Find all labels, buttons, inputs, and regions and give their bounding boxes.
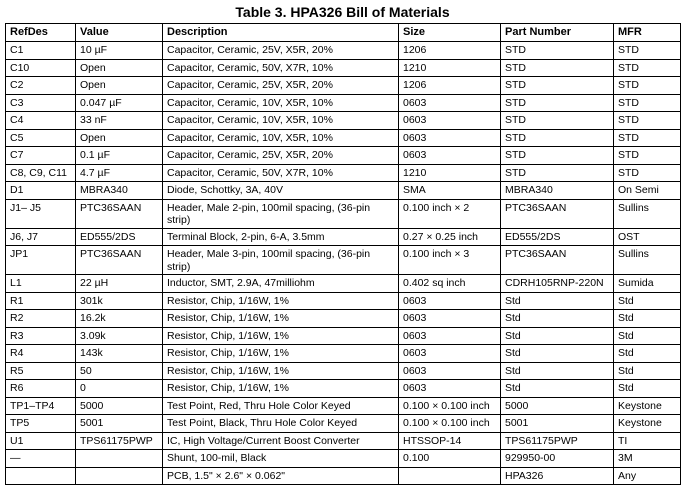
cell-mfr: STD	[614, 164, 681, 182]
cell-part-number: PTC36SAAN	[501, 246, 614, 275]
table-row	[6, 327, 681, 345]
cell-size: 0.100 × 0.100 inch	[399, 415, 501, 433]
cell-value: 50	[76, 362, 163, 380]
cell-part-number: Std	[501, 380, 614, 398]
cell-size: 0603	[399, 147, 501, 165]
cell-refdes: R5	[6, 362, 76, 380]
bill-of-materials-table	[5, 23, 681, 485]
table-row	[6, 42, 681, 60]
table-row	[6, 450, 681, 468]
cell-refdes: —	[6, 450, 76, 468]
table-row	[6, 59, 681, 77]
cell-refdes: L1	[6, 275, 76, 293]
cell-description: Capacitor, Ceramic, 10V, X5R, 10%	[163, 112, 399, 130]
cell-value: 22 µH	[76, 275, 163, 293]
cell-refdes: R1	[6, 292, 76, 310]
cell-description: Capacitor, Ceramic, 10V, X5R, 10%	[163, 129, 399, 147]
table-row	[6, 129, 681, 147]
cell-size: 1206	[399, 77, 501, 95]
cell-size: 0.100 × 0.100 inch	[399, 397, 501, 415]
cell-mfr: Std	[614, 292, 681, 310]
cell-value: 5001	[76, 415, 163, 433]
cell-size	[399, 467, 501, 485]
cell-refdes: R2	[6, 310, 76, 328]
table-row	[6, 246, 681, 275]
cell-size: 0.100 inch × 2	[399, 199, 501, 228]
cell-part-number: Std	[501, 327, 614, 345]
cell-part-number: 5000	[501, 397, 614, 415]
cell-refdes: R6	[6, 380, 76, 398]
cell-size: 0.100 inch × 3	[399, 246, 501, 275]
cell-refdes: C2	[6, 77, 76, 95]
cell-description: Diode, Schottky, 3A, 40V	[163, 182, 399, 200]
cell-description: Capacitor, Ceramic, 25V, X5R, 20%	[163, 42, 399, 60]
cell-value: TPS61175PWP	[76, 432, 163, 450]
cell-size: 0603	[399, 112, 501, 130]
table-row	[6, 432, 681, 450]
cell-mfr: Sullins	[614, 246, 681, 275]
cell-value: PTC36SAAN	[76, 246, 163, 275]
cell-size: 0603	[399, 129, 501, 147]
cell-mfr: STD	[614, 112, 681, 130]
cell-value: 301k	[76, 292, 163, 310]
cell-value: PTC36SAAN	[76, 199, 163, 228]
table-row	[6, 380, 681, 398]
cell-mfr: STD	[614, 129, 681, 147]
cell-size: 0603	[399, 292, 501, 310]
cell-refdes: C4	[6, 112, 76, 130]
cell-part-number: Std	[501, 345, 614, 363]
cell-description: Header, Male 2-pin, 100mil spacing, (36-pin strip)	[163, 199, 399, 228]
cell-description: Resistor, Chip, 1/16W, 1%	[163, 292, 399, 310]
cell-description: Terminal Block, 2-pin, 6-A, 3.5mm	[163, 228, 399, 246]
cell-refdes: C5	[6, 129, 76, 147]
cell-mfr: Sullins	[614, 199, 681, 228]
cell-value: 0.1 µF	[76, 147, 163, 165]
cell-value: Open	[76, 129, 163, 147]
cell-mfr: Keystone	[614, 415, 681, 433]
cell-size: 0603	[399, 362, 501, 380]
cell-part-number: STD	[501, 129, 614, 147]
cell-mfr: STD	[614, 42, 681, 60]
cell-refdes: J1– J5	[6, 199, 76, 228]
cell-description: Resistor, Chip, 1/16W, 1%	[163, 327, 399, 345]
column-header-part-number: Part Number	[501, 24, 614, 42]
table-row	[6, 415, 681, 433]
cell-refdes: R3	[6, 327, 76, 345]
cell-description: PCB, 1.5" × 2.6" × 0.062"	[163, 467, 399, 485]
cell-refdes	[6, 467, 76, 485]
cell-mfr: Std	[614, 345, 681, 363]
cell-part-number: 5001	[501, 415, 614, 433]
cell-refdes: R4	[6, 345, 76, 363]
column-header-description: Description	[163, 24, 399, 42]
cell-value: 0.047 µF	[76, 94, 163, 112]
cell-value: 16.2k	[76, 310, 163, 328]
cell-value: 5000	[76, 397, 163, 415]
cell-value: 143k	[76, 345, 163, 363]
cell-description: Capacitor, Ceramic, 10V, X5R, 10%	[163, 94, 399, 112]
cell-mfr: STD	[614, 59, 681, 77]
cell-size: 0.100	[399, 450, 501, 468]
cell-mfr: STD	[614, 147, 681, 165]
cell-size: 0603	[399, 345, 501, 363]
table-row	[6, 228, 681, 246]
cell-description: Capacitor, Ceramic, 25V, X5R, 20%	[163, 77, 399, 95]
cell-part-number: HPA326	[501, 467, 614, 485]
column-header-value: Value	[76, 24, 163, 42]
table-row	[6, 112, 681, 130]
cell-size: 1210	[399, 164, 501, 182]
cell-refdes: C1	[6, 42, 76, 60]
cell-mfr: TI	[614, 432, 681, 450]
cell-size: 0603	[399, 327, 501, 345]
cell-refdes: J6, J7	[6, 228, 76, 246]
table-row	[6, 199, 681, 228]
cell-mfr: Std	[614, 362, 681, 380]
cell-value: 3.09k	[76, 327, 163, 345]
cell-size: SMA	[399, 182, 501, 200]
table-title: Table 3. HPA326 Bill of Materials	[235, 4, 450, 20]
table-row	[6, 94, 681, 112]
cell-description: Capacitor, Ceramic, 50V, X7R, 10%	[163, 59, 399, 77]
cell-description: Test Point, Black, Thru Hole Color Keyed	[163, 415, 399, 433]
cell-description: Inductor, SMT, 2.9A, 47milliohm	[163, 275, 399, 293]
cell-value: 33 nF	[76, 112, 163, 130]
cell-part-number: CDRH105RNP-220N	[501, 275, 614, 293]
cell-description: IC, High Voltage/Current Boost Converter	[163, 432, 399, 450]
cell-mfr: STD	[614, 94, 681, 112]
table-row	[6, 310, 681, 328]
table-row	[6, 182, 681, 200]
cell-value: Open	[76, 77, 163, 95]
cell-value	[76, 450, 163, 468]
cell-description: Test Point, Red, Thru Hole Color Keyed	[163, 397, 399, 415]
cell-part-number: Std	[501, 310, 614, 328]
table-row	[6, 147, 681, 165]
cell-mfr: Std	[614, 310, 681, 328]
cell-part-number: STD	[501, 42, 614, 60]
cell-mfr: STD	[614, 77, 681, 95]
cell-refdes: C8, C9, C11	[6, 164, 76, 182]
cell-mfr: Std	[614, 380, 681, 398]
cell-part-number: 929950-00	[501, 450, 614, 468]
cell-size: 0603	[399, 310, 501, 328]
cell-size: 0.402 sq inch	[399, 275, 501, 293]
cell-part-number: Std	[501, 292, 614, 310]
column-header-size: Size	[399, 24, 501, 42]
cell-part-number: MBRA340	[501, 182, 614, 200]
cell-part-number: ED555/2DS	[501, 228, 614, 246]
table-row	[6, 362, 681, 380]
cell-part-number: STD	[501, 164, 614, 182]
cell-size: 0603	[399, 380, 501, 398]
cell-value: MBRA340	[76, 182, 163, 200]
cell-value: 0	[76, 380, 163, 398]
table-row	[6, 467, 681, 485]
cell-part-number: TPS61175PWP	[501, 432, 614, 450]
table-row	[6, 275, 681, 293]
cell-mfr: Sumida	[614, 275, 681, 293]
cell-value: 4.7 µF	[76, 164, 163, 182]
cell-mfr: 3M	[614, 450, 681, 468]
cell-description: Shunt, 100-mil, Black	[163, 450, 399, 468]
cell-description: Capacitor, Ceramic, 50V, X7R, 10%	[163, 164, 399, 182]
cell-part-number: STD	[501, 147, 614, 165]
cell-description: Resistor, Chip, 1/16W, 1%	[163, 362, 399, 380]
cell-mfr: Std	[614, 327, 681, 345]
cell-refdes: TP1–TP4	[6, 397, 76, 415]
cell-mfr: Any	[614, 467, 681, 485]
cell-value	[76, 467, 163, 485]
table-row	[6, 345, 681, 363]
cell-part-number: STD	[501, 77, 614, 95]
cell-refdes: C10	[6, 59, 76, 77]
cell-refdes: C3	[6, 94, 76, 112]
cell-mfr: On Semi	[614, 182, 681, 200]
column-header-refdes: RefDes	[6, 24, 76, 42]
table-row	[6, 77, 681, 95]
cell-part-number: STD	[501, 94, 614, 112]
cell-part-number: STD	[501, 112, 614, 130]
column-header-mfr: MFR	[614, 24, 681, 42]
cell-description: Resistor, Chip, 1/16W, 1%	[163, 380, 399, 398]
cell-size: 1206	[399, 42, 501, 60]
cell-value: Open	[76, 59, 163, 77]
cell-mfr: Keystone	[614, 397, 681, 415]
cell-part-number: PTC36SAAN	[501, 199, 614, 228]
cell-refdes: TP5	[6, 415, 76, 433]
table-header-row	[6, 24, 681, 42]
cell-refdes: C7	[6, 147, 76, 165]
cell-description: Header, Male 3-pin, 100mil spacing, (36-pin strip)	[163, 246, 399, 275]
cell-description: Capacitor, Ceramic, 25V, X5R, 20%	[163, 147, 399, 165]
cell-mfr: OST	[614, 228, 681, 246]
cell-part-number: STD	[501, 59, 614, 77]
cell-refdes: U1	[6, 432, 76, 450]
cell-value: ED555/2DS	[76, 228, 163, 246]
cell-size: 0603	[399, 94, 501, 112]
cell-size: HTSSOP-14	[399, 432, 501, 450]
cell-part-number: Std	[501, 362, 614, 380]
table-row	[6, 397, 681, 415]
cell-description: Resistor, Chip, 1/16W, 1%	[163, 310, 399, 328]
table-row	[6, 292, 681, 310]
cell-refdes: D1	[6, 182, 76, 200]
table-row	[6, 164, 681, 182]
cell-refdes: JP1	[6, 246, 76, 275]
cell-size: 1210	[399, 59, 501, 77]
cell-value: 10 µF	[76, 42, 163, 60]
cell-size: 0.27 × 0.25 inch	[399, 228, 501, 246]
cell-description: Resistor, Chip, 1/16W, 1%	[163, 345, 399, 363]
table-body	[6, 42, 681, 485]
